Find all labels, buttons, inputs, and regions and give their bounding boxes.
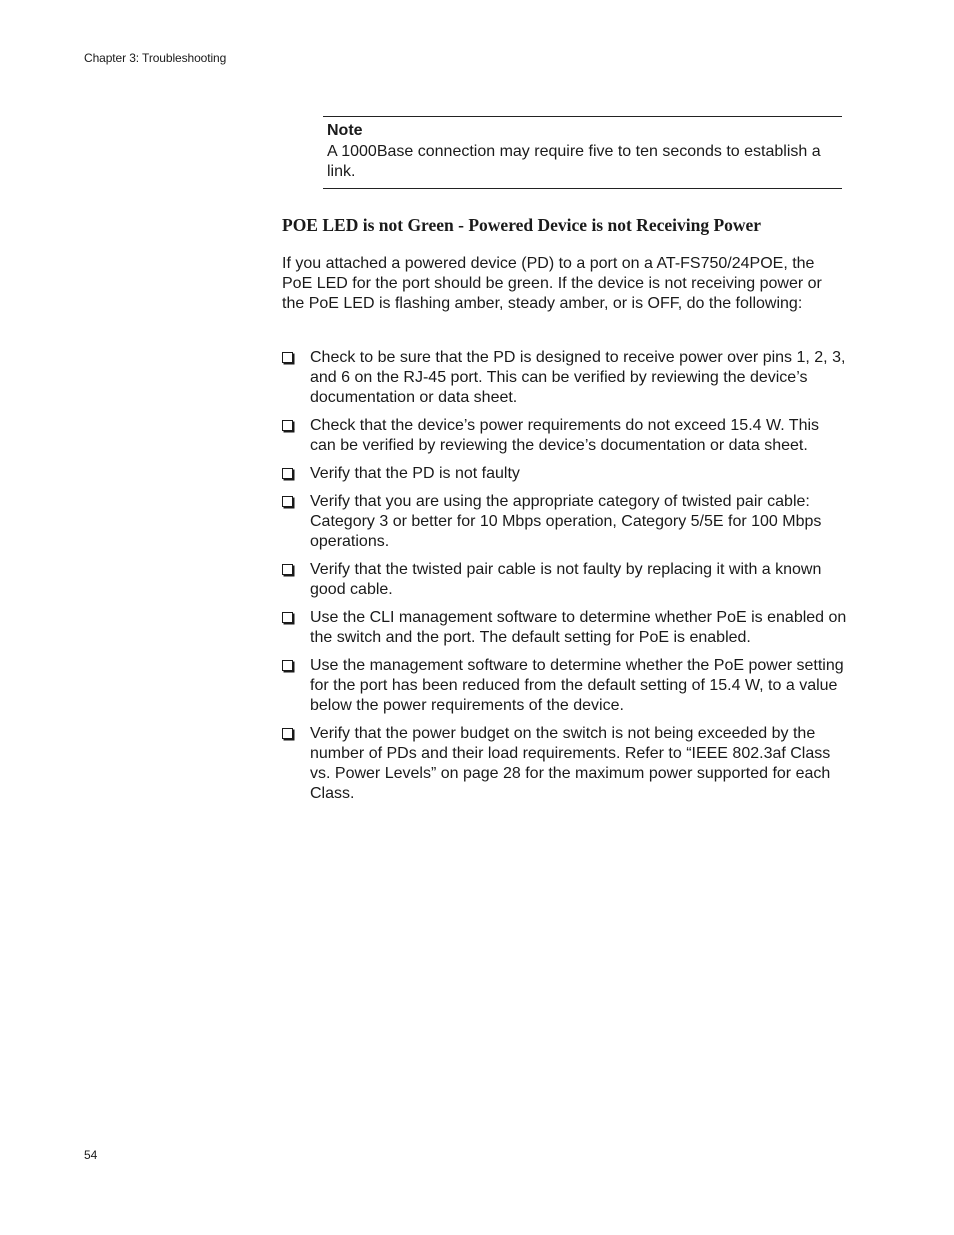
list-item xyxy=(282,348,847,408)
checkbox-icon xyxy=(282,564,293,575)
list-item xyxy=(282,656,847,716)
checkbox-icon xyxy=(282,660,293,671)
list-item xyxy=(282,608,847,648)
checkbox-icon xyxy=(282,420,293,431)
page-number: 54 xyxy=(84,1148,98,1162)
list-item-text: Use the management software to determine whether the PoE power setting for the port has been reduced from the default setting of 15.4 W, to a value below the power requirements of the device. xyxy=(310,657,844,714)
checkbox-icon xyxy=(282,496,293,507)
troubleshooting-checklist xyxy=(282,348,847,812)
list-item xyxy=(282,416,847,456)
checkbox-icon xyxy=(282,612,293,623)
note-text: A 1000Base connection may require five to ten seconds to establish a link. xyxy=(327,143,821,180)
list-item xyxy=(282,724,847,804)
note-box xyxy=(323,116,842,189)
checkbox-icon xyxy=(282,728,293,739)
list-item-text: Check that the device’s power requirements do not exceed 15.4 W. This can be verified by reviewing the device’s documentation or data sheet. xyxy=(310,417,820,454)
section-heading: POE LED is not Green - Powered Device is not Receiving Power xyxy=(282,215,762,235)
checkbox-icon xyxy=(282,352,293,363)
list-item xyxy=(282,464,847,484)
note-title: Note xyxy=(327,122,363,139)
list-item xyxy=(282,560,847,600)
list-item-text: Verify that the PD is not faulty xyxy=(310,465,520,482)
list-item-text: Verify that the twisted pair cable is not faulty by replacing it with a known good cable. xyxy=(310,561,822,598)
checkbox-icon xyxy=(282,468,293,479)
list-item-text: Verify that the power budget on the switch is not being exceeded by the number of PDs and their load requirements. Refer to “IEEE 802.3af Class vs. Power Levels” on page 28 for the maximum power supported for each Class. xyxy=(310,725,831,802)
intro-paragraph: If you attached a powered device (PD) to a port on a AT-FS750/24POE, the PoE LED for the port should be green. If the device is not receiving power or the PoE LED is flashing amber, steady amber, or is OFF, do the following: xyxy=(282,255,822,312)
list-item xyxy=(282,492,847,552)
running-header: Chapter 3: Troubleshooting xyxy=(84,51,227,65)
list-item-text: Verify that you are using the appropriate category of twisted pair cable: Category 3 or better for 10 Mbps operation, Category 5/5E for 100 Mbps operations. xyxy=(310,493,822,550)
list-item-text: Check to be sure that the PD is designed to receive power over pins 1, 2, 3, and 6 on the RJ-45 port. This can be verified by reviewing the device’s documentation or data sheet. xyxy=(310,349,846,406)
list-item-text: Use the CLI management software to determine whether PoE is enabled on the switch and the port. The default setting for PoE is enabled. xyxy=(310,609,847,646)
